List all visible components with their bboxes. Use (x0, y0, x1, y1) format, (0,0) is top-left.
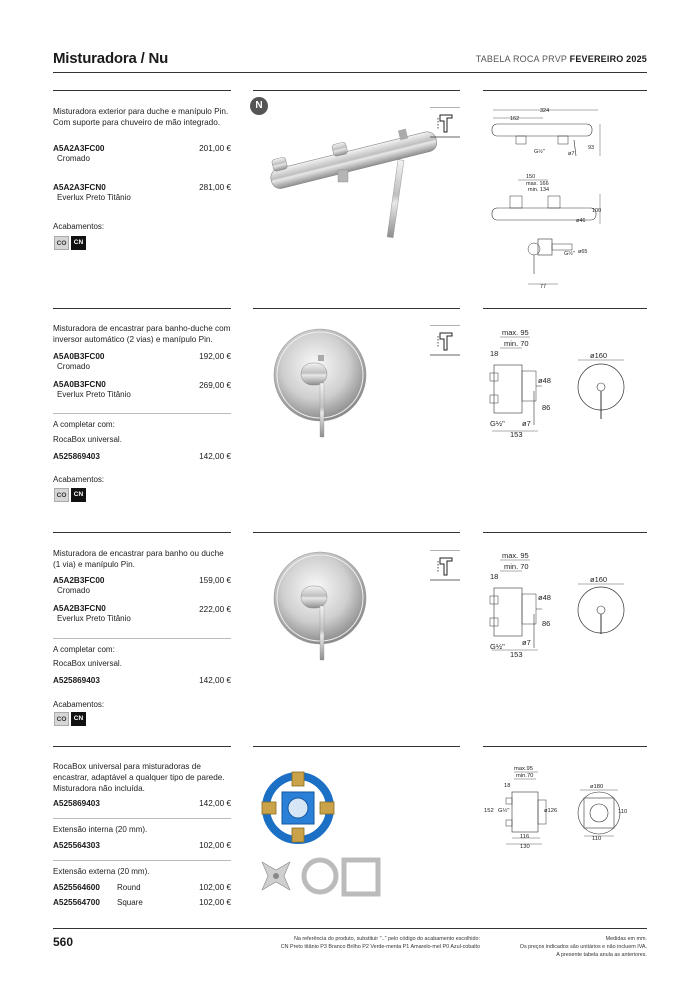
page-title: Misturadora / Nu (53, 50, 169, 67)
dim-label: min.70 (516, 773, 534, 779)
product-code: A5A2B3FCN0 (53, 604, 106, 613)
dim-label: 116 (520, 834, 530, 840)
built-in-mixer-icon (430, 550, 460, 582)
section-divider (53, 308, 231, 309)
built-in-mixer-1way-technical-drawing (486, 548, 650, 663)
accessory-price: 142,00 € (199, 676, 231, 685)
product-price: 281,00 € (199, 183, 231, 192)
dim-label: 100 (592, 208, 602, 214)
built-in-mixer-2way-image (268, 325, 378, 440)
dim-label: 18 (490, 349, 499, 358)
product-finish: Everlux Preto Titânio (57, 193, 131, 202)
dim-label: min. 134 (528, 187, 550, 193)
header-divider (53, 72, 647, 73)
finish-chip-chrome: CO (54, 488, 69, 502)
finish-code-list: CN Preto titânio P3 Branco Brilho P2 Verde-menta P1 Amarelo-mel P0 Azul-cobalto (280, 944, 480, 950)
product-price: 102,00 € (199, 841, 231, 850)
product-code: A525564303 (53, 841, 100, 850)
divider (53, 413, 231, 414)
extension-type: Square (117, 898, 143, 907)
dim-label: ø180 (590, 784, 604, 790)
section-divider (53, 90, 231, 91)
exposed-mixer-technical-drawing (488, 104, 650, 294)
dim-label: min. 70 (504, 339, 529, 348)
product-finish: Everlux Preto Titânio (57, 614, 131, 623)
product-code: A5A2A3FCN0 (53, 183, 106, 192)
dim-label: ø126 (544, 808, 558, 814)
rocabox-image (258, 764, 348, 849)
dim-label: 130 (520, 844, 530, 850)
dim-label: 18 (490, 572, 499, 581)
built-in-mixer-2way-technical-drawing (486, 325, 650, 440)
dim-label: 110 (618, 809, 628, 815)
complete-with-label: A completar com: (53, 645, 115, 654)
product-finish: Cromado (57, 362, 90, 371)
product-description: Misturadora de encastrar para banho-duche com inversor automático (2 vias) e manípulo Pin. (53, 324, 231, 344)
dim-label: 110 (592, 836, 602, 842)
section-divider (253, 308, 460, 309)
dim-label: max. 166 (526, 181, 549, 187)
extension-internal-label: Extensão interna (20 mm). (53, 825, 148, 834)
dim-label: max. 95 (502, 328, 529, 337)
section-divider (253, 90, 460, 91)
extension-external-label: Extensão externa (20 mm). (53, 867, 150, 876)
product-price: 159,00 € (199, 576, 231, 585)
dim-label: max. 95 (502, 551, 529, 560)
dim-label: ø46 (576, 218, 586, 224)
pricing-notes (480, 935, 647, 959)
section-divider (483, 308, 647, 309)
price-table-label (476, 54, 647, 64)
dim-label: 86 (542, 403, 551, 412)
product-price: 192,00 € (199, 352, 231, 361)
finishes-label: Acabamentos: (53, 222, 105, 231)
product-code: A525564600 (53, 883, 100, 892)
section-divider (53, 532, 231, 533)
measures-note: Medidas em mm. (605, 936, 647, 942)
section-divider (483, 90, 647, 91)
product-price: 222,00 € (199, 605, 231, 614)
product-code: A5A0B3FCN0 (53, 380, 106, 389)
product-finish: Everlux Preto Titânio (57, 390, 131, 399)
dim-label: 153 (510, 430, 523, 439)
product-description: Misturadora exterior para duche e manípulo Pin. Com suporte para chuveiro de mão integrado. (53, 107, 229, 127)
product-price: 269,00 € (199, 381, 231, 390)
dim-label: G½" (498, 808, 510, 814)
dim-label: ø65 (578, 249, 588, 255)
finish-chip-black: CN (71, 236, 86, 250)
dim-label: ø160 (590, 575, 608, 584)
dim-label: ø7 (522, 419, 531, 428)
product-finish: Cromado (57, 586, 90, 595)
extensions-image (258, 856, 383, 898)
accessory-code: A525869403 (53, 452, 100, 461)
product-code: A5A2A3FC00 (53, 144, 105, 153)
finishes-label: Acabamentos: (53, 700, 105, 709)
dim-label: 324 (540, 108, 550, 114)
product-finish: Cromado (57, 154, 90, 163)
finishes-label: Acabamentos: (53, 475, 105, 484)
dim-label: 86 (542, 619, 551, 628)
divider (53, 638, 231, 639)
product-description: RocaBox universal para misturadoras de encastrar, adaptável a qualquer tipo de parede. Misturadora não incluída. (53, 762, 225, 793)
finish-chip-black: CN (71, 488, 86, 502)
dim-label: 150 (526, 174, 536, 180)
built-in-mixer-1way-image (268, 548, 378, 663)
dim-label: 77 (540, 284, 547, 290)
table-date: FEVEREIRO 2025 (569, 54, 647, 64)
section-divider (253, 746, 460, 747)
section-divider (253, 532, 460, 533)
dim-label: ø7 (568, 151, 575, 157)
finish-code-note (200, 935, 480, 951)
dim-label: G½" (490, 642, 505, 651)
dim-label: G½" (564, 251, 575, 257)
finish-code-note-line: Na referência do produto, substituir ".." pelo código do acabamento escolhido: (293, 936, 480, 942)
dim-label: G½" (490, 419, 505, 428)
dim-label: ø48 (538, 376, 551, 385)
section-divider (53, 746, 231, 747)
product-description: Misturadora de encastrar para banho ou duche (1 via) e manípulo Pin. (53, 549, 224, 569)
complete-with-description: RocaBox universal. (53, 659, 122, 668)
vat-note: Os preços indicados são unitários e não incluem IVA. (519, 944, 647, 950)
supersede-note: A presente tabela anula as anteriores. (556, 952, 647, 958)
dim-label: 153 (510, 650, 523, 659)
dim-label: 162 (510, 116, 520, 122)
rocabox-technical-drawing (484, 764, 648, 854)
page-number: 560 (53, 935, 74, 949)
product-code: A5A2B3FC00 (53, 576, 105, 585)
table-name: TABELA ROCA PRVP (475, 54, 567, 64)
product-price: 142,00 € (199, 799, 231, 808)
product-code: A5A0B3FC00 (53, 352, 105, 361)
dim-label: min. 70 (504, 562, 529, 571)
accessory-price: 142,00 € (199, 452, 231, 461)
built-in-mixer-icon (430, 325, 460, 357)
product-price: 102,00 € (199, 898, 231, 907)
dim-label: 152 (484, 808, 494, 814)
complete-with-description: RocaBox universal. (53, 435, 122, 444)
product-code: A525564700 (53, 898, 100, 907)
finish-chip-black: CN (71, 712, 86, 726)
extension-type: Round (117, 883, 141, 892)
product-price: 102,00 € (199, 883, 231, 892)
dim-label: G½" (534, 149, 545, 155)
exposed-mixer-icon (430, 107, 460, 139)
finish-chip-chrome: CO (54, 236, 69, 250)
product-code: A525869403 (53, 799, 100, 808)
exposed-mixer-image (255, 120, 455, 280)
section-divider (483, 532, 647, 533)
finish-chip-chrome: CO (54, 712, 69, 726)
divider (53, 818, 231, 819)
dim-label: ø7 (522, 638, 531, 647)
dim-label: ø160 (590, 351, 608, 360)
new-badge: N (250, 97, 268, 115)
dim-label: ø48 (538, 593, 551, 602)
accessory-code: A525869403 (53, 676, 100, 685)
complete-with-label: A completar com: (53, 420, 115, 429)
product-price: 201,00 € (199, 144, 231, 153)
footer-divider (53, 928, 647, 929)
dim-label: 93 (588, 145, 595, 151)
section-divider (483, 746, 647, 747)
divider (53, 860, 231, 861)
dim-label: 18 (504, 783, 511, 789)
dim-label: max.95 (514, 766, 534, 772)
